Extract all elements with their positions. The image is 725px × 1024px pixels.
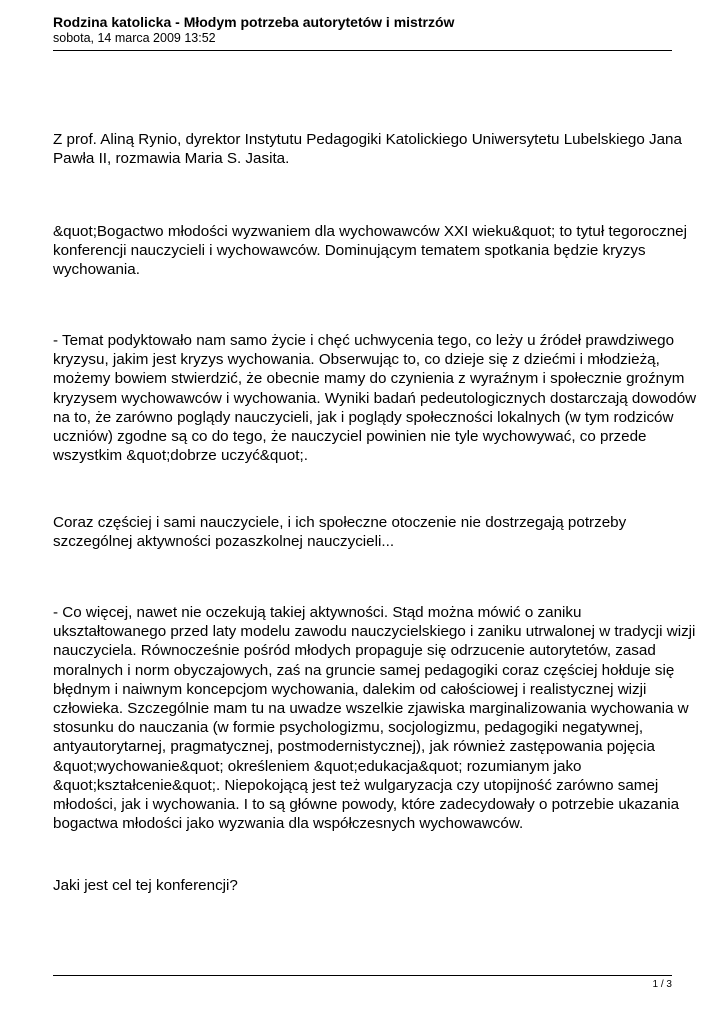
text-line: - Co więcej, nawet nie oczekują takiej aktywności. Stąd można mówić o zaniku: [53, 604, 582, 621]
text-line: na to, że zarówno poglądy nauczycieli, jak i poglądy społeczności lokalnych (w tym rodziców: [53, 408, 674, 426]
text-line: ukształtowanego przed laty modelu zawodu nauczycielskiego i zaniku utrwalonej w tradycji wizji: [53, 623, 696, 641]
text-line: uczniów) zgodne są co do tego, że nauczyciel powinien nie tyle wychowywać, co przede: [53, 428, 647, 446]
text-line: antyautorytarnej, pragmatycznej, postmodernistycznej), jak również zastępowania pojęcia: [53, 738, 655, 756]
text-line: wszystkim &quot;dobrze uczyć&quot;.: [53, 447, 308, 465]
question-paragraph: [53, 876, 675, 895]
footer-divider: [53, 975, 672, 976]
answer-paragraph: [53, 331, 697, 465]
text-line: człowieka. Szczególnie mam tu na uwadze wszelkie zjawiska marginalizowania wychowania w: [53, 700, 689, 718]
text-line: konferencji nauczycieli i wychowawców. Dominującym tematem spotkania będzie kryzys: [53, 242, 646, 260]
text-line: szczególnej aktywności pozaszkolnej nauczycieli...: [53, 533, 395, 551]
text-line: Jaki jest cel tej konferencji?: [53, 877, 238, 894]
question-paragraph: [53, 222, 687, 280]
text-line: kryzysem wychowawców i wychowania. Wyniki badań pedeutologicznych dostarczają dowodów: [53, 389, 697, 407]
text-line: &quot;wychowanie&quot; określeniem &quot;edukacja&quot; rozumianym jako: [53, 757, 582, 775]
text-line: &quot;Bogactwo młodości wyzwaniem dla wychowawców XXI wieku&quot; to tytuł tegorocznej: [53, 223, 687, 240]
text-line: wychowania.: [53, 261, 140, 279]
text-line: moralnych i norm obyczajowych, zaś na gruncie samej pedagogiki coraz częściej hołduje się: [53, 661, 675, 679]
answer-paragraph: [53, 603, 696, 833]
text-line: - Temat podyktowało nam samo życie i chęć uchwycenia tego, co leży u źródeł prawdziwego: [53, 332, 675, 349]
text-line: Pawła II, rozmawia Maria S. Jasita.: [53, 150, 290, 168]
text-line: Z prof. Aliną Rynio, dyrektor Instytutu Pedagogiki Katolickiego Uniwersytetu Lubelskiego Jana: [53, 131, 682, 148]
text-line: młodości, jak i wychowania. I to są główne powody, które zadecydowały o potrzebie ukazania: [53, 796, 680, 814]
question-paragraph: [53, 513, 675, 551]
text-line: bogactwa młodości jako wyzwania dla współczesnych wychowawców.: [53, 815, 524, 833]
intro-paragraph: [53, 130, 682, 168]
text-line: &quot;kształcenie&quot;. Niepokojącą jest też wulgaryzacja czy utopijność zarówno samej: [53, 776, 659, 794]
article-title: Rodzina katolicka - Młodym potrzeba autorytetów i mistrzów: [53, 14, 455, 30]
text-line: błędnym i naiwnym koncepcjom wychowania, dalekim od całościowej i realistycznej wizji: [53, 680, 647, 698]
text-line: Coraz częściej i sami nauczyciele, i ich społeczne otoczenie nie dostrzegają potrzeby: [53, 514, 627, 531]
page-header: [53, 14, 672, 46]
page-number: 1 / 3: [652, 979, 672, 990]
text-line: stosunku do nauczania (w formie psychologizmu, socjologizmu, pedagogiki negatywnej,: [53, 719, 644, 737]
text-line: możemy bowiem stwierdzić, że obecnie mamy do czynienia z wyraźnym i społecznie groźnym: [53, 370, 685, 388]
header-divider: [53, 50, 672, 51]
article-date: sobota, 14 marca 2009 13:52: [53, 31, 216, 45]
text-line: nauczyciela. Równocześnie pośród młodych propaguje się odrzucenie autorytetów, zasad: [53, 642, 656, 660]
text-line: kryzysu, jakim jest kryzys wychowania. Obserwując to, co dzieje się z dziećmi i młodzieżą,: [53, 351, 660, 369]
